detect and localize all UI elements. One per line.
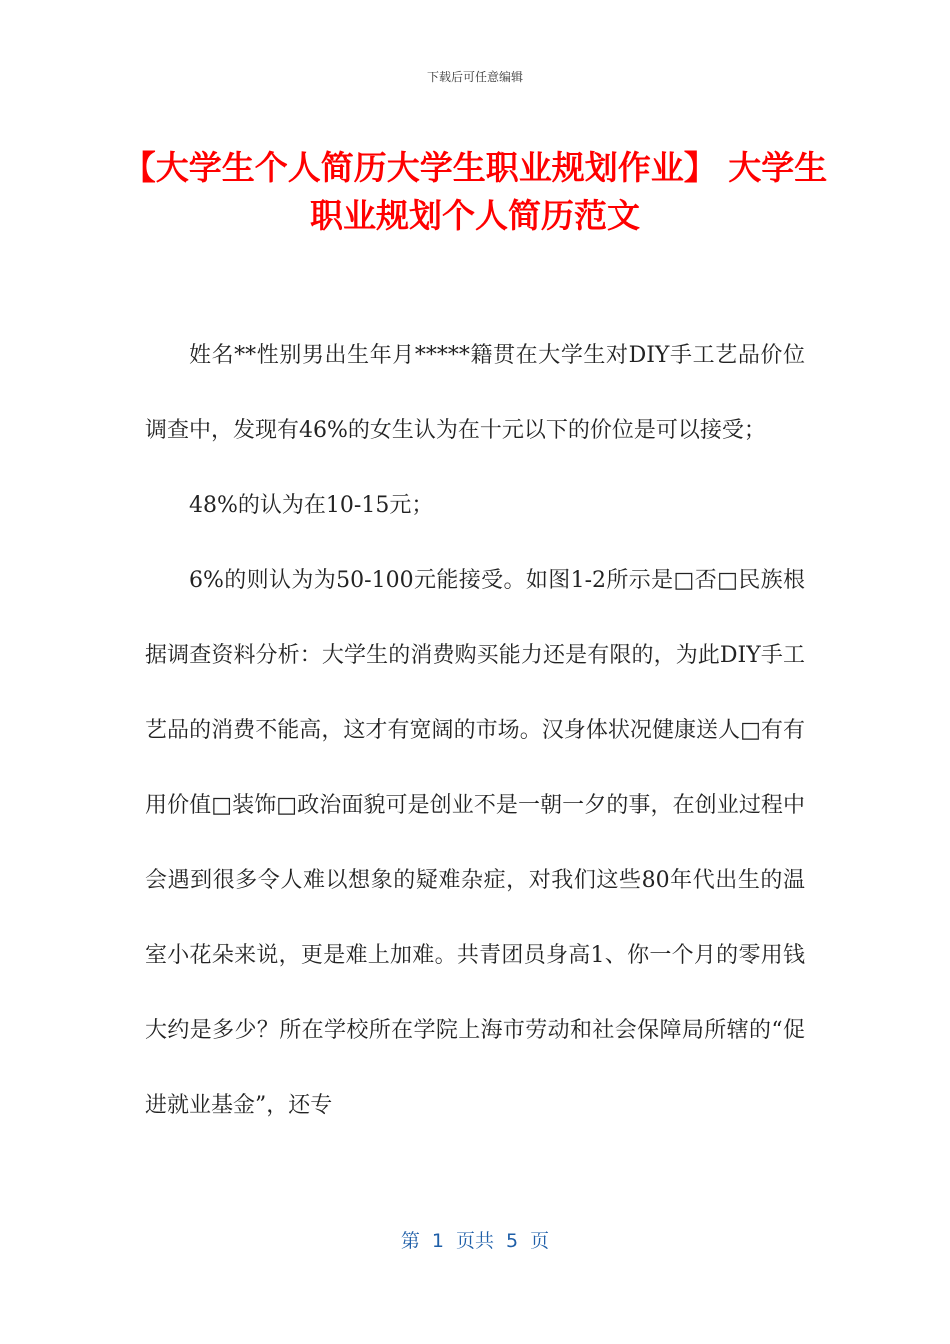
page-label-mid: 页共: [455, 1230, 494, 1252]
current-page-number: 1: [431, 1230, 444, 1252]
document-title: 【大学生个人简历大学生职业规划作业】 大学生职业规划个人简历范文: [122, 148, 828, 235]
page-label-prefix: 第: [400, 1230, 420, 1252]
paragraph-1: 姓名**性别男出生年月*****籍贯在大学生对DIY手工艺品价位调查中，发现有46%的女生认为在十元以下的价位是可以接受；: [145, 343, 805, 443]
page-label-suffix: 页: [530, 1230, 550, 1252]
header-note: 下载后可任意编辑: [426, 70, 523, 84]
paragraph-2: 48%的认为在10-15元；: [189, 493, 434, 518]
page-footer: [0, 1226, 950, 1253]
paragraph-3: 6%的则认为为50-100元能接受。如图1-2所示是□否□民族根据调查资料分析：大学生的消费购买能力还是有限的，为此DIY手工艺品的消费不能高，这才有宽阔的市场。汉身体状况健康送人□有有用价值□装饰□政治面貌可是创业不是一朝一夕的事，在创业过程中会遇到很多令人难以想象的疑难杂症，对我们这些80年代出生的温室小花朵来说，更是难上加难。共青团员身高1、你一个月的零用钱大约是多少？所在学校所在学院上海市劳动和社会保障局所辖的“促进就业基金”，还专: [145, 568, 805, 1118]
document-body: [145, 318, 805, 1143]
total-pages-number: 5: [506, 1230, 519, 1252]
